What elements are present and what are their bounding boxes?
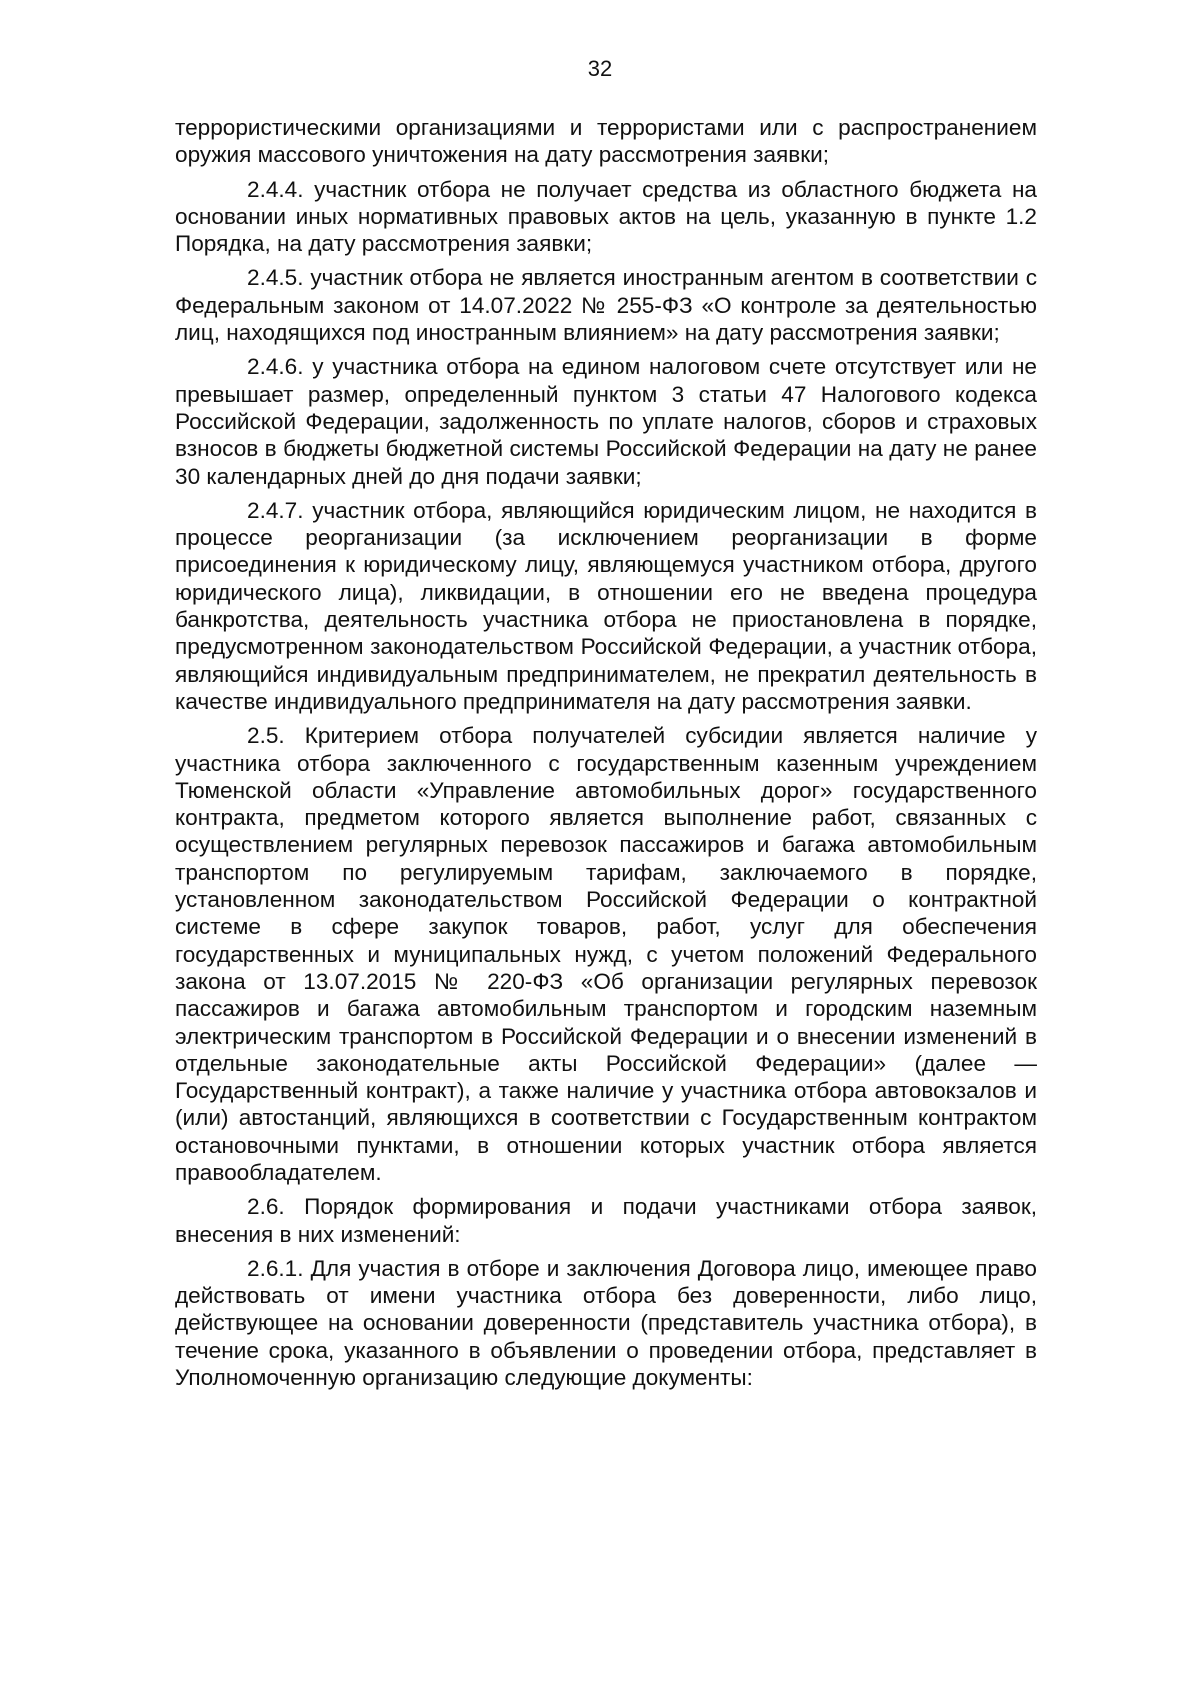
paragraph-2-4-6: 2.4.6. у участника отбора на едином налоговом счете отсутствует или не превышает размер, определенный пунктом 3 статьи 47 Налогового кодекса Российской Федерации, задолженность по уплате налогов, сборов и страховых взносов в бюджеты бюджетной системы Российской Федерации на дату не ранее 30 календарных дней до дня подачи заявки; — [175, 354, 1037, 489]
page-number: 32 — [587, 56, 613, 81]
document-body — [175, 114, 1037, 1398]
paragraph-2-4-4: 2.4.4. участник отбора не получает средства из областного бюджета на основании иных нормативных правовых актов на цель, указанную в пункте 1.2 Порядка, на дату рассмотрения заявки; — [175, 176, 1037, 257]
paragraph-continuation: террористическими организациями и террористами или с распространением оружия массового уничтожения на дату рассмотрения заявки; — [175, 115, 1037, 168]
paragraph-2-6-1: 2.6.1. Для участия в отборе и заключения Договора лицо, имеющее право действовать от имени участника отбора без доверенности, либо лицо, действующее на основании доверенности (представитель участника отбора), в течение срока, указанного в объявлении о проведении отбора, представляет в Уполномоченную организацию следующие документы: — [175, 1255, 1037, 1391]
paragraph-2-6: 2.6. Порядок формирования и подачи участниками отбора заявок, внесения в них изменений: — [175, 1194, 1037, 1247]
paragraph-2-4-7: 2.4.7. участник отбора, являющийся юридическим лицом, не находится в процессе реорганизации (за исключением реорганизации в форме присоединения к юридическому лицу, являющемуся участником отбора, другого юридического лица), ликвидации, в отношении его не введена процедура банкротства, деятельность участника отбора не приостановлена в порядке, предусмотренном законодательством Российской Федерации, а участник отбора, являющийся индивидуальным предпринимателем, не прекратил деятельность в качестве индивидуального предпринимателя на дату рассмотрения заявки. — [175, 497, 1037, 714]
paragraph-2-5: 2.5. Критерием отбора получателей субсидии является наличие у участника отбора заключенного с государственным казенным учреждением Тюменской области «Управление автомобильных дорог» государственного контракта, предметом которого является выполнение работ, связанных с осуществлением регулярных перевозок пассажиров и багажа автомобильным транспортом по регулируемым тарифам, заключаемого в порядке, установленном законодательством Российской Федерации о контрактной системе в сфере закупок товаров, работ, услуг для обеспечения государственных и муниципальных нужд, с учетом положений Федерального закона от 13.07.2015 № 220-ФЗ «Об организации регулярных перевозок пассажиров и багажа автомобильным транспортом и городским наземным электрическим транспортом в Российской Федерации и о внесении изменений в отдельные законодательные акты Российской Федерации» (далее — Государственный контракт), а также наличие у участника отбора автовокзалов и (или) автостанций, являющихся в соответствии с Государственным контрактом остановочными пунктами, в отношении которых участник отбора является правообладателем. — [175, 723, 1037, 1185]
paragraph-2-4-5: 2.4.5. участник отбора не является иностранным агентом в соответствии с Федеральным законом от 14.07.2022 № 255-ФЗ «О контроле за деятельностью лиц, находящихся под иностранным влиянием» на дату рассмотрения заявки; — [175, 265, 1037, 346]
